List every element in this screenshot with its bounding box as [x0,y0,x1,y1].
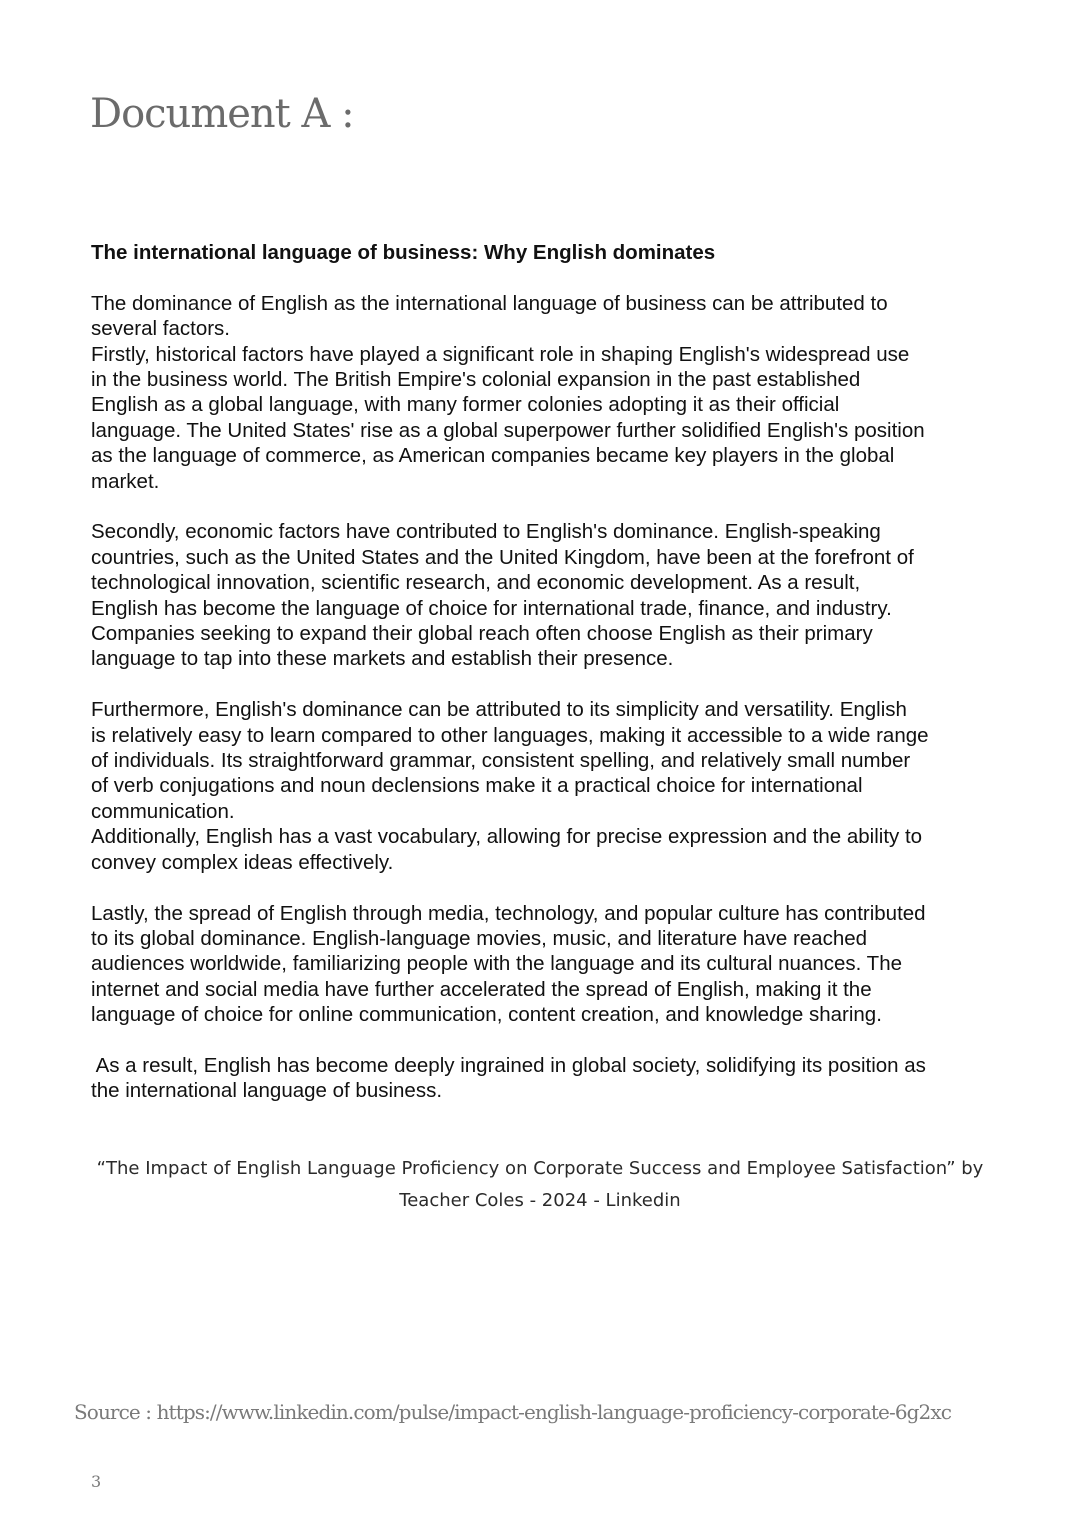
text-line: is relatively easy to learn compared to other languages, making it accessible to a wide range [91,723,929,747]
text-line: Furthermore, English's dominance can be attributed to its simplicity and versatility. English [91,698,907,722]
text-line: Additionally, English has a vast vocabulary, allowing for precise expression and the ability to [91,825,923,849]
text-line: internet and social media have further accelerated the spread of English, making it the [91,977,872,1001]
text-line: Lastly, the spread of English through media, technology, and popular culture has contributed [91,901,926,925]
document-title: Document A : [90,91,354,137]
text-line: in the business world. The British Empire's colonial expansion in the past established [91,368,861,392]
text-line: countries, such as the United States and the United Kingdom, have been at the forefront of [91,545,914,569]
paragraph-conclusion [91,1053,1001,1104]
text-line: of individuals. Its straightforward grammar, consistent spelling, and relatively small number [91,749,911,773]
text-line: Firstly, historical factors have played a significant role in shaping English's widespread use [91,342,910,366]
text-line: technological innovation, scientific research, and economic development. As a result, [91,571,861,595]
paragraph-economic [91,519,1001,671]
text-line: market. [91,469,160,493]
article-heading: The international language of business: Why English dominates [91,241,716,264]
text-line: English has become the language of choice for international trade, finance, and industry. [91,596,892,620]
text-line: convey complex ideas effectively. [91,850,394,874]
text-line: of verb conjugations and noun declensions make it a practical choice for international [91,774,863,798]
text-line: to its global dominance. English-language movies, music, and literature have reached [91,926,868,950]
text-line: English as a global language, with many former colonies adopting it as their official [91,393,840,417]
text-line: language. The United States' rise as a global superpower further solidified English's position [91,418,925,442]
paragraph-simplicity [91,697,1001,875]
text-line: language to tap into these markets and establish their presence. [91,647,674,671]
text-line: several factors. [91,317,230,341]
source-url: Source : https://www.linkedin.com/pulse/impact-english-language-proficiency-corporate-6g2xc [74,1400,952,1424]
text-line: the international language of business. [91,1079,443,1103]
text-line: Secondly, economic factors have contributed to English's dominance. English-speaking [91,520,881,544]
text-line: communication. [91,799,235,823]
citation-author: Teacher Coles - 2024 - Linkedin [399,1190,681,1211]
article [91,240,1001,1129]
citation [60,1153,1020,1217]
text-line: audiences worldwide, familiarizing people with the language and its cultural nuances. The [91,952,903,976]
paragraph-media [91,901,1001,1028]
text-line: as the language of commerce, as American companies became key players in the global [91,444,895,468]
text-line: As a result, English has become deeply ingrained in global society, solidifying its position as [91,1053,926,1077]
text-line: The dominance of English as the international language of business can be attributed to [91,291,888,315]
paragraph-intro-historical [91,291,1001,494]
citation-title: “The Impact of English Language Proficiency on Corporate Success and Employee Satisfaction” by [96,1158,984,1179]
text-line: Companies seeking to expand their global reach often choose English as their primary [91,622,873,646]
page-number: 3 [91,1472,102,1491]
text-line: language of choice for online communication, content creation, and knowledge sharing. [91,1003,882,1027]
